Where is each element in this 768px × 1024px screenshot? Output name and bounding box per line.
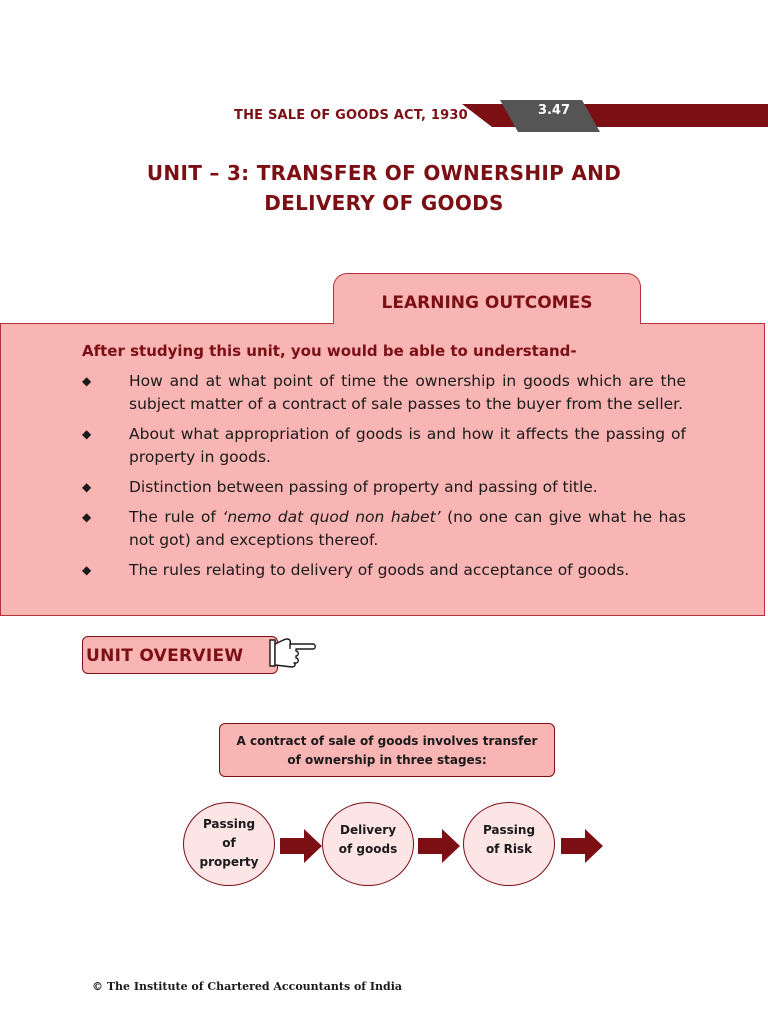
stage-label-passing-of-property: [183, 815, 275, 872]
stage-label-line: of: [222, 836, 236, 850]
list-item-text-suffix: (no one can give what he has not got) and exceptions thereof.: [129, 508, 686, 549]
page-title-line1: UNIT – 3: TRANSFER OF OWNERSHIP AND: [146, 161, 622, 185]
arrow-right-icon: [280, 829, 322, 863]
stage-label-passing-of-risk: [463, 821, 555, 859]
stage-label-delivery-of-goods: [322, 821, 414, 859]
unit-overview-heading: UNIT OVERVIEW: [86, 646, 244, 666]
list-item: [82, 506, 686, 552]
pointing-hand-icon: [268, 636, 318, 670]
header-band: [462, 100, 768, 132]
footer-copyright: © The Institute of Chartered Accountants of India: [92, 980, 403, 993]
list-item-text: How and at what point of time the ownership in goods which are the subject matter of a contract of sale passes to the buyer from the seller.: [129, 372, 686, 413]
learning-outcomes-intro: After studying this unit, you would be able to understand-: [82, 342, 577, 360]
list-item: [82, 423, 686, 469]
list-item-text-prefix: The rule of: [129, 508, 223, 526]
diamond-bullet-icon: ◆: [82, 427, 92, 441]
diamond-bullet-icon: ◆: [82, 563, 92, 577]
stage-label-line: of goods: [338, 842, 398, 856]
latin-maxim: ‘nemo dat quod non habet’: [222, 508, 441, 526]
stage-label-line: of Risk: [485, 842, 533, 856]
list-item-text: The rules relating to delivery of goods and acceptance of goods.: [129, 561, 630, 579]
arrow-right-icon: [418, 829, 460, 863]
stages-intro-line2: of ownership in three stages:: [287, 753, 487, 767]
list-item: [82, 559, 686, 582]
stage-label-line: property: [199, 855, 259, 869]
stages-intro-line1: A contract of sale of goods involves transfer: [236, 734, 538, 748]
diamond-bullet-icon: ◆: [82, 480, 92, 494]
page-title-line2: DELIVERY OF GOODS: [264, 191, 504, 215]
list-item: [82, 370, 686, 416]
learning-outcomes-heading: LEARNING OUTCOMES: [381, 293, 593, 313]
diamond-bullet-icon: ◆: [82, 374, 92, 388]
diamond-bullet-icon: ◆: [82, 510, 92, 524]
header-title: THE SALE OF GOODS ACT, 1930: [234, 108, 468, 123]
stage-label-line: Passing: [202, 817, 256, 831]
stages-intro-text: [219, 732, 555, 770]
list-item-text: Distinction between passing of property and passing of title.: [129, 478, 598, 496]
page-number: 3.47: [537, 103, 571, 118]
learning-outcomes-tab-joint: [334, 322, 640, 325]
page-title: [80, 158, 688, 218]
stage-label-line: Delivery: [339, 823, 397, 837]
list-item-text: About what appropriation of goods is and how it affects the passing of property in goods.: [129, 425, 686, 466]
arrow-right-icon: [561, 829, 603, 863]
learning-outcomes-list: [82, 370, 686, 589]
stage-label-line: Passing: [482, 823, 536, 837]
list-item: [82, 476, 686, 499]
